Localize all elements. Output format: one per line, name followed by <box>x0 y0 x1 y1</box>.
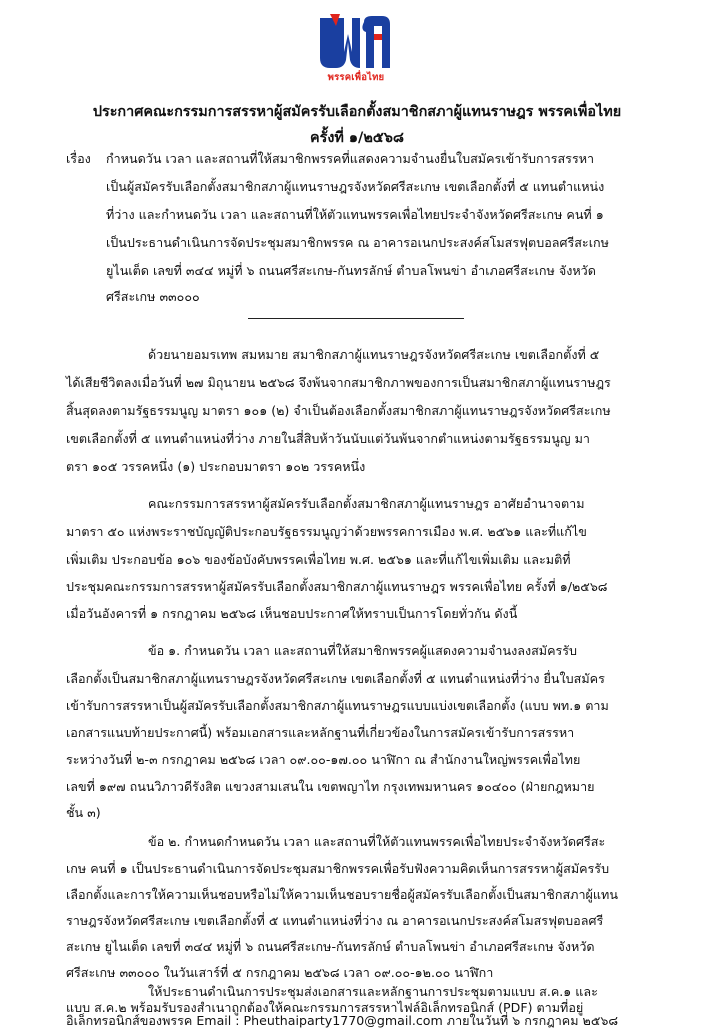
paragraph-line: สิ้นสุดลงตามรัฐธรรมนูญ มาตรา ๑๐๑ (๒) จำเป็นต้องเลือกตั้งสมาชิกสภาผู้แทนราษฎรจังหวัดศรีสะเกษ <box>66 403 611 418</box>
subject-line: ที่ว่าง และกำหนดวัน เวลา และสถานที่ให้ตัวแทนพรรคเพื่อไทยประจำจังหวัดศรีสะเกษ คนที่ ๑ <box>106 207 604 222</box>
paragraph-line: ราษฎรจังหวัดศรีสะเกษ เขตเลือกตั้งที่ ๕ แทนตำแหน่งที่ว่าง ณ อาคารอเนกประสงค์สโมสรฟุตบอลศรี <box>66 913 604 928</box>
paragraph-line: สะเกษ ยูไนเต็ด เลขที่ ๓๔๔ หมู่ที่ ๖ ถนนศรีสะเกษ-กันทรลักษ์ ตำบลโพนข่า อำเภอศรีสะเกษ จังหวัด <box>66 939 595 954</box>
paragraph-line: ศรีสะเกษ ๓๓๐๐๐ ในวันเสาร์ที่ ๕ กรกฎาคม ๒๕๖๘ เวลา ๐๙.๐๐-๑๒.๐๐ นาฬิกา <box>66 965 494 980</box>
subject-line: ยูไนเต็ด เลขที่ ๓๔๔ หมู่ที่ ๖ ถนนศรีสะเกษ-กันทรลักษ์ ตำบลโพนข่า อำเภอศรีสะเกษ จังหวัด <box>106 263 596 278</box>
paragraph-line: เข้ารับการสรรหาเป็นผู้สมัครรับเลือกตั้งสมาชิกสภาผู้แทนราษฎรแบบแบ่งเขตเลือกตั้ง (แบบ พท.๑ ตาม <box>66 698 609 713</box>
subject-line: เป็นผู้สมัครรับเลือกตั้งสมาชิกสภาผู้แทนราษฎรจังหวัดศรีสะเกษ เขตเลือกตั้งที่ ๕ แทนตำแหน่ง <box>106 179 605 194</box>
paragraph-line: ได้เสียชีวิตลงเมื่อวันที่ ๒๗ มิถุนายน ๒๕๖๘ จึงพ้นจากสมาชิกภาพของการเป็นสมาชิกสภาผู้แทนราษฎร <box>66 375 611 390</box>
paragraph-line: เกษ คนที่ ๑ เป็นประธานดำเนินการจัดประชุมสมาชิกพรรคเพื่อรับฟังความคิดเห็นการสรรหาผู้สมัครรับ <box>66 861 610 876</box>
paragraph-line: มาตรา ๕๐ แห่งพระราชบัญญัติประกอบรัฐธรรมนูญว่าด้วยพรรคการเมือง พ.ศ. ๒๕๖๑ และที่แก้ไข <box>66 524 587 539</box>
paragraph-line: ตรา ๑๐๕ วรรคหนึ่ง (๑) ประกอบมาตรา ๑๐๒ วรรคหนึ่ง <box>66 459 366 474</box>
subject-line: ศรีสะเกษ ๓๓๐๐๐ <box>106 289 200 304</box>
announcement-title: ประกาศคณะกรรมการสรรหาผู้สมัครรับเลือกตั้งสมาชิกสภาผู้แทนราษฎร พรรคเพื่อไทย <box>92 104 622 120</box>
party-logo-caption: พรรคเพื่อไทย <box>327 72 385 83</box>
paragraph-line: คณะกรรมการสรรหาผู้สมัครรับเลือกตั้งสมาชิกสภาผู้แทนราษฎร อาศัยอำนาจตาม <box>148 496 585 511</box>
paragraph-line: เมื่อวันอังคารที่ ๑ กรกฎาคม ๒๕๖๘ เห็นชอบประกาศให้ทราบเป็นการโดยทั่วกัน ดังนี้ <box>66 606 518 621</box>
paragraph-line: ด้วยนายอมรเทพ สมหมาย สมาชิกสภาผู้แทนราษฎรจังหวัดศรีสะเกษ เขตเลือกตั้งที่ ๕ <box>148 347 600 362</box>
paragraph-line: แบบ ส.ค.๒ พร้อมรับรองสำเนาถูกต้องให้คณะกรรมการสรรหาไฟล์อิเล็กทรอนิกส์ (PDF) ตามที่อยู่ <box>66 1000 584 1015</box>
paragraph-line: เลขที่ ๑๙๗ ถนนวิภาวดีรังสิต แขวงสามเสนใน เขตพญาไท กรุงเทพมหานคร ๑๐๔๐๐ (ฝ่ายกฎหมาย <box>66 779 595 794</box>
subject-line: กำหนดวัน เวลา และสถานที่ให้สมาชิกพรรคที่แสดงความจำนงยื่นใบสมัครเข้ารับการสรรหา <box>106 151 595 166</box>
announcement-number: ครั้งที่ ๑/๒๕๖๘ <box>310 130 404 146</box>
paragraph-line: เขตเลือกตั้งที่ ๕ แทนตำแหน่งที่ว่าง ภายในสี่สิบห้าวันนับแต่วันพ้นจากตำแหน่งตามรัฐธรรมนูญ มา <box>66 431 590 446</box>
subject-line: เป็นประธานดำเนินการจัดประชุมสมาชิกพรรค ณ อาคารอเนกประสงค์สโมสรฟุตบอลศรีสะเกษ <box>106 235 609 250</box>
paragraph-line: เลือกตั้งและการให้ความเห็นชอบหรือไม่ให้ความเห็นชอบรายชื่อผู้สมัครรับเลือกตั้งเป็นสมาชิกสภาผู้แทน <box>66 887 618 902</box>
divider <box>248 318 464 319</box>
paragraph-line: เอกสารแนบท้ายประกาศนี้) พร้อมเอกสารและหลักฐานที่เกี่ยวข้องในการสมัครเข้ารับการสรรหา <box>66 725 575 740</box>
paragraph-line: เพิ่มเติม ประกอบข้อ ๑๐๖ ของข้อบังคับพรรคเพื่อไทย พ.ศ. ๒๕๖๑ และที่แก้ไขเพิ่มเติม และมติที่ <box>66 552 571 567</box>
paragraph-line: ข้อ ๒. กำหนดกำหนดวัน เวลา และสถานที่ให้ตัวแทนพรรคเพื่อไทยประจำจังหวัดศรีสะ <box>148 834 606 849</box>
paragraph-line: ชั้น ๓) <box>66 805 101 820</box>
paragraph-line: อิเล็กทรอนิกส์ของพรรค Email : Pheuthaiparty1770@gmail.com ภายในวันที่ ๖ กรกฎาคม ๒๕๖๘ <box>66 1013 619 1028</box>
party-logo-icon <box>316 12 394 74</box>
paragraph-line: เลือกตั้งเป็นสมาชิกสภาผู้แทนราษฎรจังหวัดศรีสะเกษ เขตเลือกตั้งที่ ๕ แทนตำแหน่งที่ว่าง ยื่นใบสมัคร <box>66 671 605 686</box>
paragraph-line: ให้ประธานดำเนินการประชุมส่งเอกสารและหลักฐานการประชุมตามแบบ ส.ค.๑ และ <box>148 984 598 999</box>
paragraph-line: ข้อ ๑. กำหนดวัน เวลา และสถานที่ให้สมาชิกพรรคผู้แสดงความจำนงลงสมัครรับ <box>148 643 578 658</box>
paragraph-line: ระหว่างวันที่ ๒-๓ กรกฎาคม ๒๕๖๘ เวลา ๐๙.๐๐-๑๗.๐๐ นาฬิกา ณ สำนักงานใหญ่พรรคเพื่อไทย <box>66 752 581 767</box>
paragraph-line: ประชุมคณะกรรมการสรรหาผู้สมัครรับเลือกตั้งสมาชิกสภาผู้แทนราษฎร พรรคเพื่อไทย ครั้งที่ ๑/๒๕๖๘ <box>66 579 608 594</box>
subject-label: เรื่อง <box>66 151 91 166</box>
